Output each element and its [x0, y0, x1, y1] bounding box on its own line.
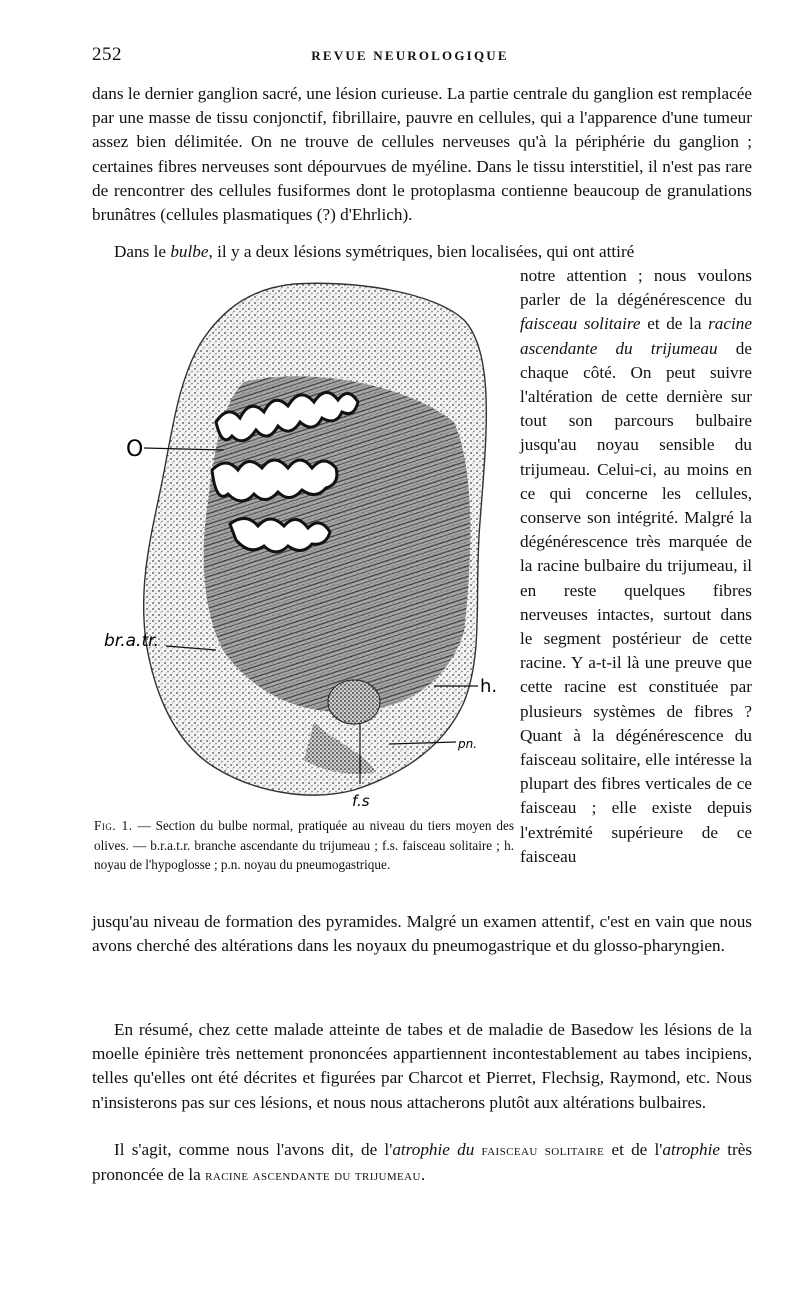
- term-racine-ascendante: racine ascendante du trijumeau: [520, 314, 753, 358]
- figure-bulbe-section: [104, 272, 514, 812]
- olive-middle: [212, 460, 337, 501]
- term-faisceau-solitaire-sc: faisceau solitaire: [481, 1143, 605, 1159]
- nucleus-pn: [328, 680, 380, 724]
- label-o: O: [126, 437, 144, 462]
- caption-label: Fig. 1.: [94, 818, 133, 833]
- paragraph-bulbe-intro: Dans le bulbe, il y a deux lésions symétriques, bien localisées, qui ont attiré: [114, 242, 635, 261]
- term-faisceau-solitaire: faisceau solitaire: [520, 314, 641, 334]
- label-bratr: br.a.tr.: [104, 631, 159, 651]
- page-number: 252: [92, 44, 122, 65]
- paragraph-conclusion: Il s'agit, comme nous l'avons dit, de l'atrophie du faisceau solitaire et de l'atrophie très prononcée de la racine ascendante du trijumeau.: [92, 1140, 753, 1185]
- column-text: notre attention ; nous voulons parler de la dégénérescence du faisceau solitaire et de la racine ascendante du trijumeau de chaque côté. On peut suivre l'altération de cette dernière sur tout son parcours bulbaire jusqu'au noyau sensible du trijumeau. Celui-ci, au moins en ce qui concerne les cellules, conserve son intégrité. Malgré la dégénérescence très marquée de la racine bulbaire du trijumeau, il en reste quelques fibres nerveuses intactes, surtout dans le segment postérieur de cette racine. Y a-t-il là une preuve que cette racine est constituée par plusieurs systèmes de fibres ? Quant à la dégénérescence du faisceau solitaire, elle intéresse la plupart des fibres verticales de ce faisceau ; elle existe depuis l'extrémité supérieure de ce faisceau: [520, 266, 753, 866]
- label-fs: f.s: [352, 792, 370, 810]
- running-title: REVUE NEUROLOGIQUE: [311, 48, 509, 63]
- paragraph-bulbe-end: jusqu'au niveau de formation des pyramides. Malgré un examen attentif, c'est en vain que nous avons cherché des altérations dans les noyaux du pneumogastrique et du glosso-pharyngien.: [92, 912, 752, 956]
- term-bulbe: bulbe: [170, 242, 209, 261]
- figure-caption: Fig. 1. — Section du bulbe normal, pratiquée au niveau du tiers moyen des olives. — b.r.a.t.r. branche ascendante du trijumeau ; f.s. faisceau solitaire ; h. noyau de l'hypoglosse ; p.n. noyau du pneumogastrique.: [94, 818, 515, 873]
- label-pn: pn.: [458, 737, 478, 751]
- term-racine-sc: racine ascendante du trijumeau: [205, 1168, 421, 1185]
- paragraph-ganglion: dans le dernier ganglion sacré, une lésion curieuse. La partie centrale du ganglion est remplacée par une masse de tissu conjonctif, fibrillaire, pauvre en cellules, qui a l'apparence d'une tumeur assez bien délimitée. On ne trouve de cellules nerveuses qu'à la périphérie du ganglion ; certaines fibres nerveuses sont dépourvues de myéline. Dans le tissu interstitiel, il n'est pas rare de rencontrer des cellules fusiformes dont le protoplasma contienne beaucoup de granulations brunâtres (cellules plasmatiques (?) d'Ehrlich).: [92, 84, 752, 225]
- label-h: h.: [480, 676, 498, 697]
- paragraph-resume: En résumé, chez cette malade atteinte de tabes et de maladie de Basedow les lésions de la moelle épinière très nettement prononcées appartiennent incontestablement au tabes incipiens, telles qu'elles ont été décrites et figurées par Charcot et Pierret, Flechsig, Raymond, etc. Nous n'insisterons pas sur ces lésions, et nous nous attacherons plutôt aux altérations bulbaires.: [92, 1020, 752, 1112]
